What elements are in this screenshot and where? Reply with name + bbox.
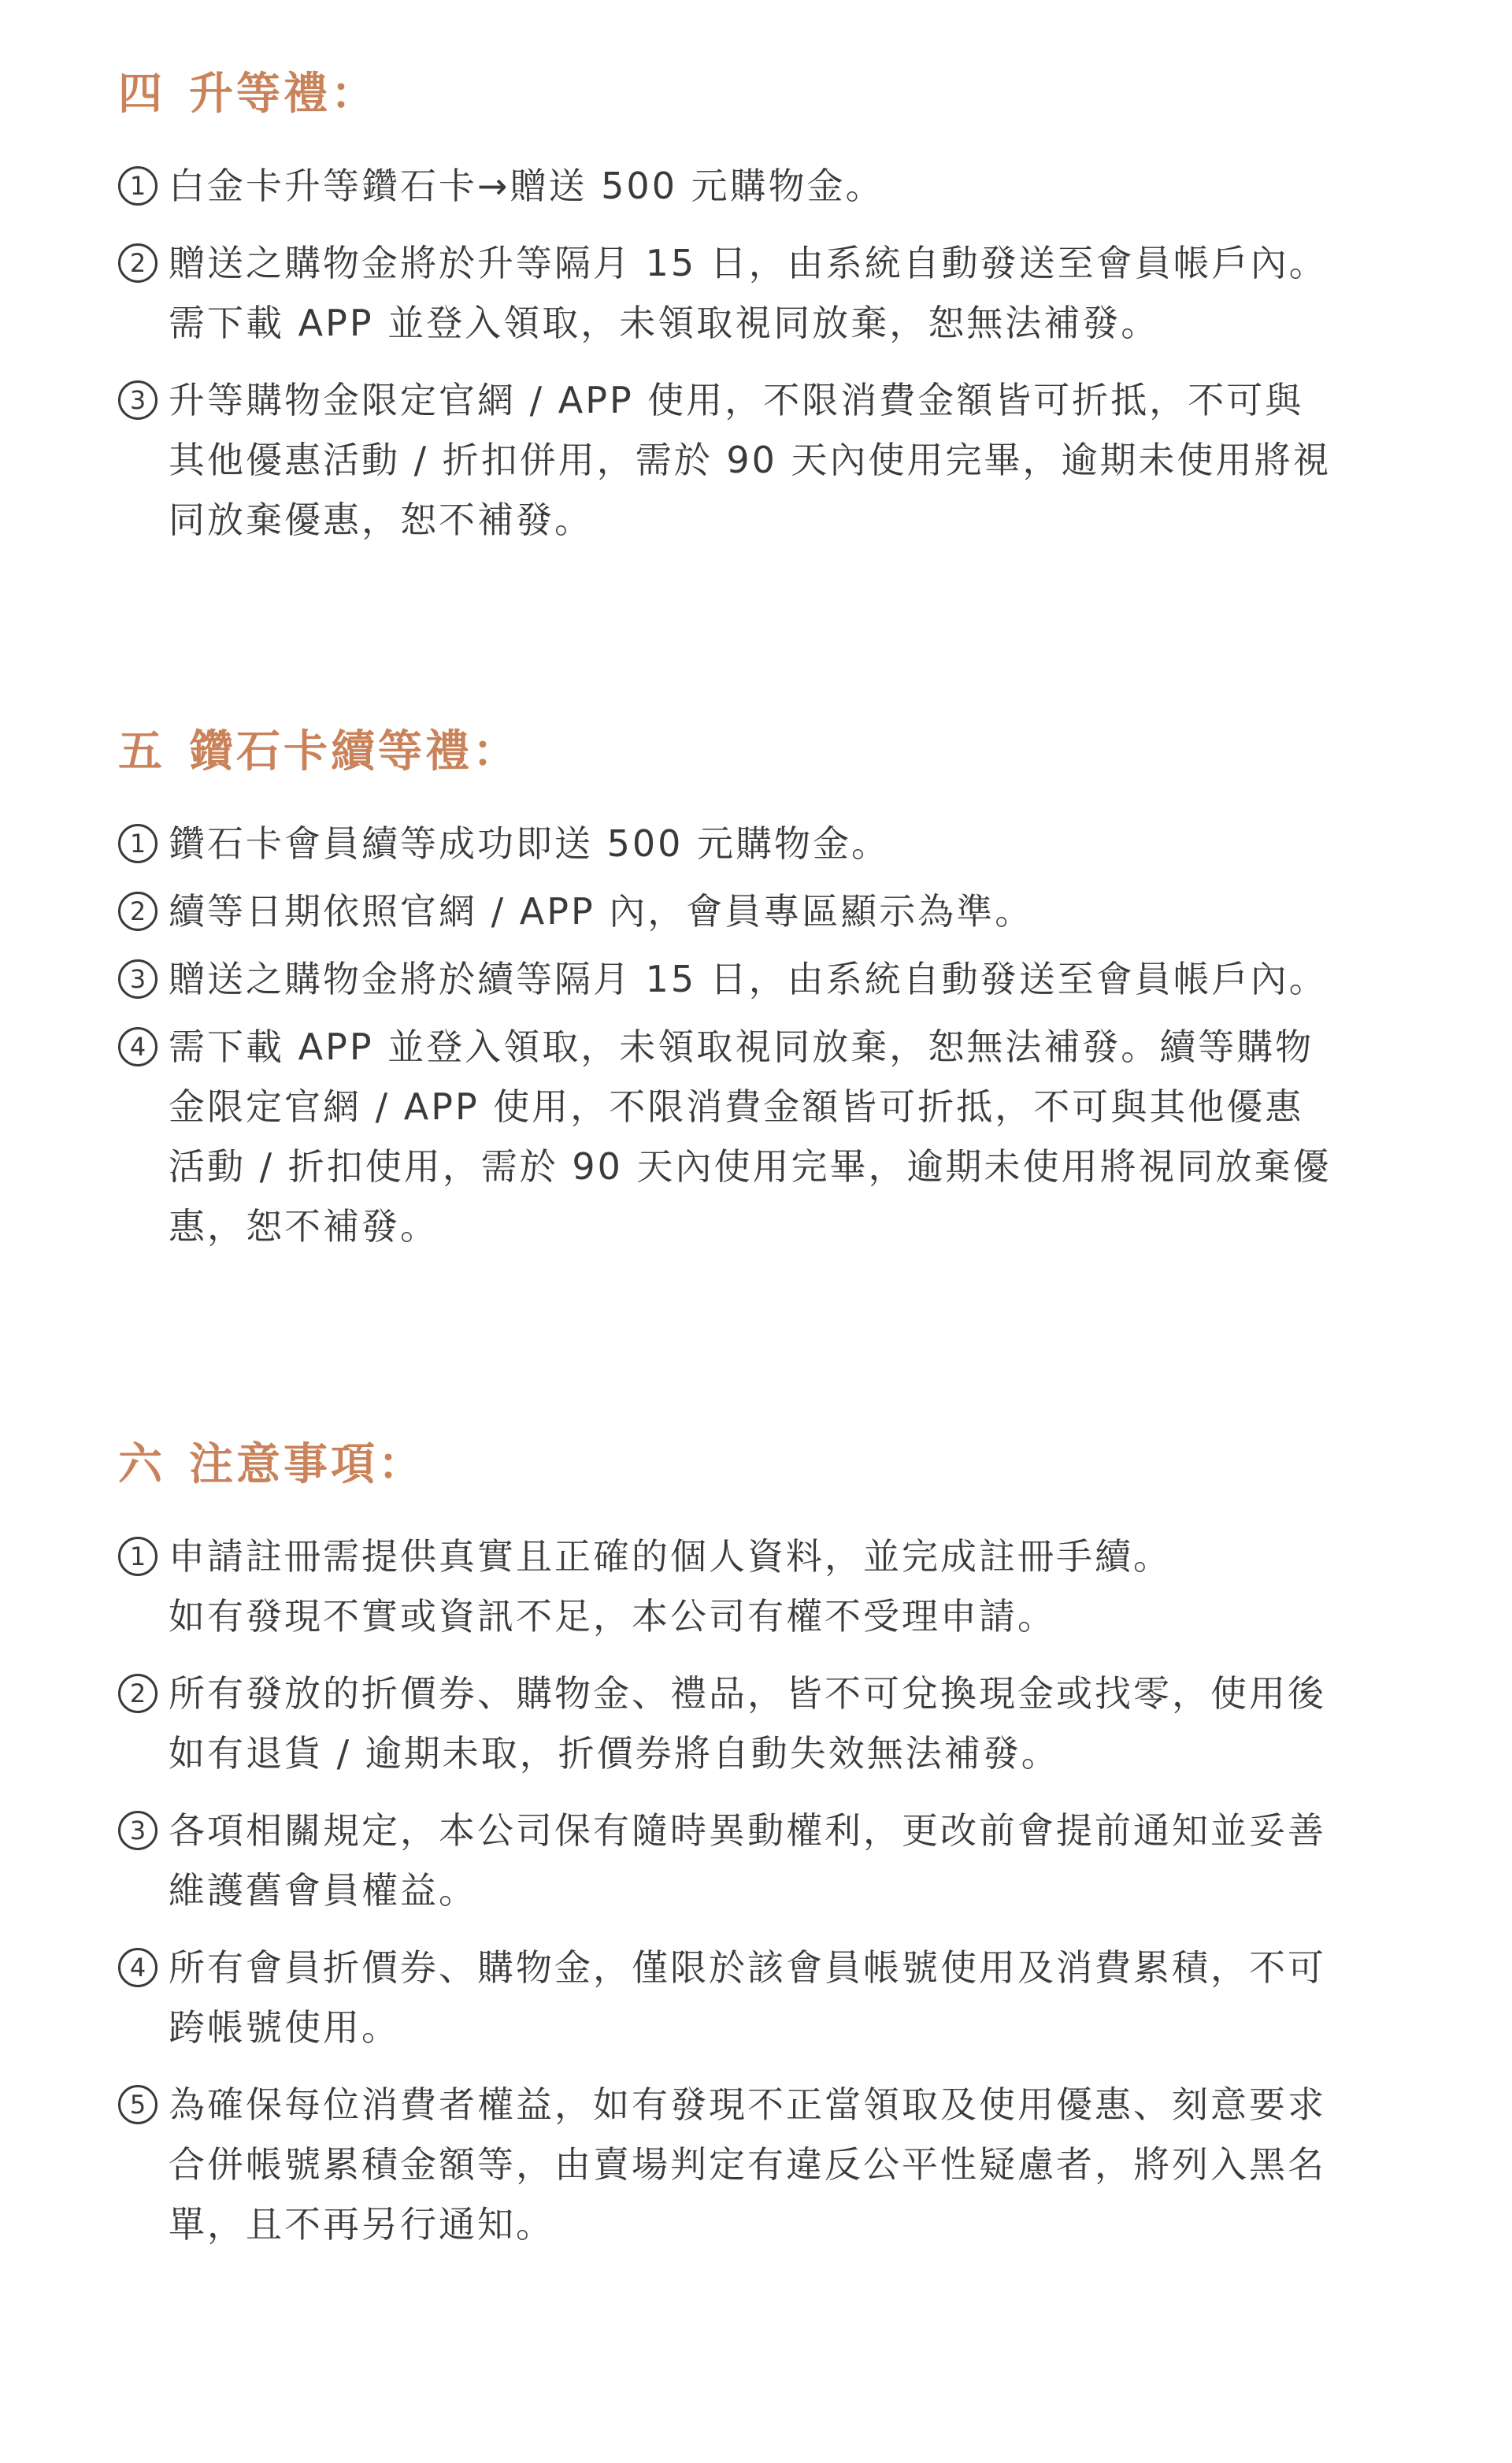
text-line: 單，且不再另行通知。 <box>169 2203 554 2246</box>
section-number: 五 <box>118 726 165 777</box>
circled-number-icon: 2 <box>118 243 158 283</box>
rule-list <box>118 1526 1410 2254</box>
list-item <box>118 814 1410 874</box>
list-item <box>118 1526 1410 1646</box>
text-line: 維護舊會員權益。 <box>169 1869 477 1912</box>
list-item <box>118 1801 1410 1920</box>
text-line: 贈送之購物金將於續等隔月 15 日，由系統自動發送至會員帳戶內。 <box>169 958 1328 1000</box>
circled-number-icon: 2 <box>118 892 158 931</box>
text-line: 其他優惠活動 / 折扣併用，需於 90 天內使用完畢，逾期未使用將視 <box>169 439 1332 481</box>
section-title <box>118 721 1410 784</box>
list-item-text <box>169 1017 1410 1256</box>
list-item-text <box>169 881 1410 941</box>
list-item-text <box>169 1526 1410 1646</box>
list-item <box>118 1664 1410 1783</box>
list-item <box>118 370 1410 550</box>
list-item <box>118 233 1410 353</box>
list-item-text <box>169 814 1410 874</box>
list-item <box>118 949 1410 1009</box>
section-number: 六 <box>118 1439 165 1490</box>
text-line: 需下載 APP 並登入領取，未領取視同放棄，恕無法補發。 <box>169 302 1160 344</box>
list-item-text <box>169 949 1410 1009</box>
circled-number-icon: 3 <box>118 1811 158 1850</box>
rule-list <box>118 814 1410 1256</box>
section-heading: 鑽石卡續等禮： <box>189 726 520 777</box>
list-item-text <box>169 233 1410 353</box>
text-line: 活動 / 折扣使用，需於 90 天內使用完畢，逾期未使用將視同放棄優 <box>169 1145 1332 1188</box>
circled-number-icon: 1 <box>118 824 158 863</box>
section-heading: 升等禮： <box>189 69 378 120</box>
rule-list <box>118 156 1410 550</box>
list-item <box>118 881 1410 941</box>
text-line: 跨帳號使用。 <box>169 2006 400 2049</box>
text-line: 為確保每位消費者權益，如有發現不正當領取及使用優惠、刻意要求 <box>169 2083 1326 2126</box>
section-title <box>118 63 1410 126</box>
list-item-text <box>169 156 1410 216</box>
circled-number-icon: 1 <box>118 166 158 206</box>
list-item <box>118 156 1410 216</box>
list-item-text <box>169 370 1410 550</box>
list-item-text <box>169 1938 1410 2057</box>
list-item-text <box>169 1664 1410 1783</box>
circled-number-icon: 3 <box>118 959 158 999</box>
text-line: 白金卡升等鑽石卡→贈送 500 元購物金。 <box>169 165 884 207</box>
text-line: 續等日期依照官網 / APP 內，會員專區顯示為準。 <box>169 890 1034 933</box>
list-item <box>118 1938 1410 2057</box>
circled-number-icon: 1 <box>118 1537 158 1576</box>
text-line: 鑽石卡會員續等成功即送 500 元購物金。 <box>169 822 891 865</box>
section-upgrade-gift <box>118 63 1410 550</box>
circled-number-icon: 3 <box>118 380 158 420</box>
section-diamond-renewal-gift <box>118 721 1410 1256</box>
text-line: 同放棄優惠，恕不補發。 <box>169 499 593 541</box>
text-line: 各項相關規定，本公司保有隨時異動權利，更改前會提前通知並妥善 <box>169 1809 1326 1852</box>
text-line: 如有退貨 / 逾期未取，折價券將自動失效無法補發。 <box>169 1732 1060 1775</box>
text-line: 所有會員折價券、購物金，僅限於該會員帳號使用及消費累積，不可 <box>169 1946 1326 1989</box>
section-notes <box>118 1434 1410 2254</box>
circled-number-icon: 4 <box>118 1027 158 1066</box>
list-item-text <box>169 1801 1410 1920</box>
text-line: 升等購物金限定官網 / APP 使用，不限消費金額皆可折抵，不可與 <box>169 379 1304 421</box>
text-line: 需下載 APP 並登入領取，未領取視同放棄，恕無法補發。續等購物 <box>169 1026 1314 1068</box>
text-line: 申請註冊需提供真實且正確的個人資料，並完成註冊手續。 <box>169 1535 1172 1578</box>
list-item <box>118 2075 1410 2254</box>
text-line: 合併帳號累積金額等，由賣場判定有違反公平性疑慮者，將列入黑名 <box>169 2143 1326 2186</box>
circled-number-icon: 5 <box>118 2085 158 2124</box>
section-heading: 注意事項： <box>189 1439 425 1490</box>
circled-number-icon: 4 <box>118 1948 158 1987</box>
list-item <box>118 1017 1410 1256</box>
text-line: 贈送之購物金將於升等隔月 15 日，由系統自動發送至會員帳戶內。 <box>169 242 1328 284</box>
text-line: 所有發放的折價券、購物金、禮品，皆不可兌換現金或找零，使用後 <box>169 1672 1326 1715</box>
list-item-text <box>169 2075 1410 2254</box>
text-line: 金限定官網 / APP 使用，不限消費金額皆可折抵，不可與其他優惠 <box>169 1085 1304 1128</box>
circled-number-icon: 2 <box>118 1674 158 1713</box>
text-line: 如有發現不實或資訊不足，本公司有權不受理申請。 <box>169 1595 1056 1638</box>
section-title <box>118 1434 1410 1497</box>
section-number: 四 <box>118 69 165 120</box>
text-line: 惠，恕不補發。 <box>169 1205 439 1248</box>
